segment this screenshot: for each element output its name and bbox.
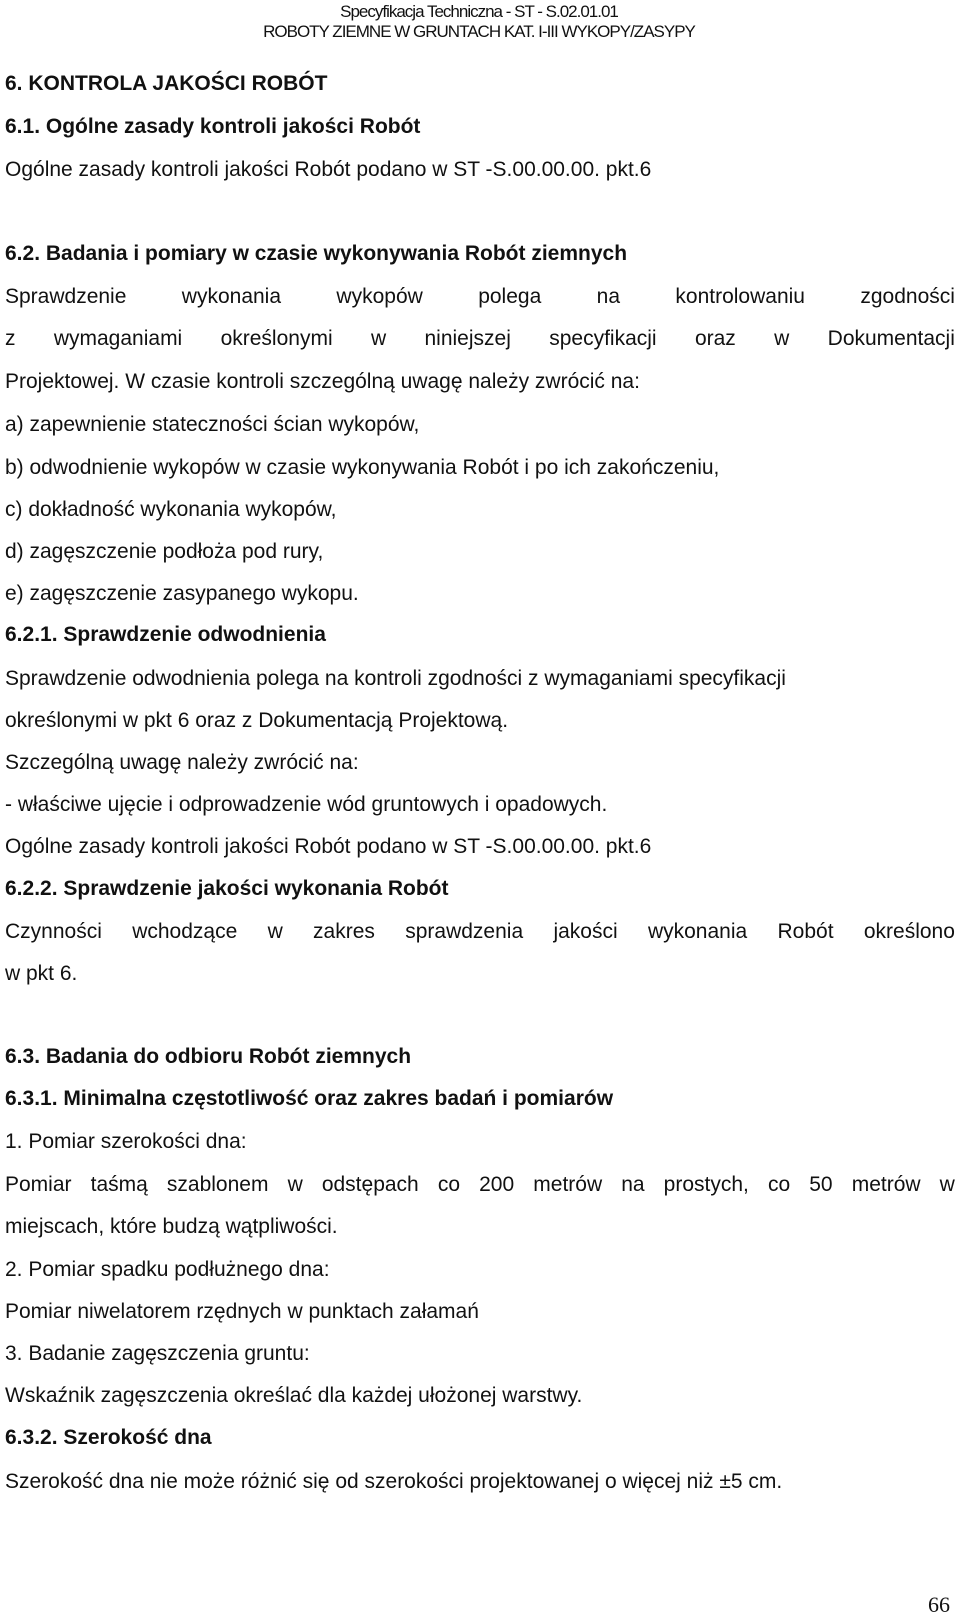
- word: Czynności: [5, 920, 102, 943]
- word: jakości: [553, 920, 618, 943]
- paragraph-6-2-1-line5: Ogólne zasady kontroli jakości Robót podano w ST -S.00.00.00. pkt.6: [5, 835, 652, 858]
- word: polega: [478, 285, 542, 308]
- heading-6-3-2: 6.3.2. Szerokość dna: [5, 1426, 212, 1449]
- word: co: [767, 1173, 791, 1196]
- header-spec-title: Specyfikacja Techniczna - ST - S.02.01.01: [340, 2, 618, 21]
- word: wymaganiami: [53, 327, 183, 350]
- list-item-e: e) zagęszczenie zasypanego wykopu.: [5, 582, 359, 605]
- heading-6-2-2: 6.2.2. Sprawdzenie jakości wykonania Robót: [5, 877, 449, 900]
- word: wykopów: [336, 285, 423, 308]
- word: z: [5, 327, 16, 350]
- word: na: [596, 285, 620, 308]
- measure-3-line1: Wskaźnik zagęszczenia określać dla każdej ułożonej warstwy.: [5, 1384, 583, 1407]
- measure-3-title: 3. Badanie zagęszczenia gruntu:: [5, 1342, 310, 1365]
- word: Dokumentacji: [827, 327, 955, 350]
- word: zgodności: [860, 285, 955, 308]
- page-number: 66: [928, 1592, 950, 1617]
- paragraph-6-2-1-line4: - właściwe ujęcie i odprowadzenie wód gruntowych i opadowych.: [5, 793, 608, 816]
- list-item-b: b) odwodnienie wykopów w czasie wykonywania Robót i po ich zakończeniu,: [5, 456, 720, 479]
- word: 50: [809, 1173, 833, 1196]
- measure-1-title: 1. Pomiar szerokości dna:: [5, 1130, 247, 1153]
- word: co: [437, 1173, 461, 1196]
- word: Sprawdzenie: [5, 285, 127, 308]
- word: taśmą: [90, 1173, 148, 1196]
- list-item-d: d) zagęszczenie podłoża pod rury,: [5, 540, 324, 563]
- word: oraz: [694, 327, 736, 350]
- paragraph-6-2-2-line1: [5, 920, 955, 944]
- heading-6: 6. KONTROLA JAKOŚCI ROBÓT: [5, 72, 328, 95]
- word: zakres: [313, 920, 375, 943]
- paragraph-6-2-1-line2: określonymi w pkt 6 oraz z Dokumentacją Projektową.: [5, 709, 509, 732]
- word: w: [774, 327, 790, 350]
- header-subtitle: ROBOTY ZIEMNE W GRUNTACH KAT. I-III WYKOPY/ZASYPY: [263, 22, 695, 41]
- paragraph-6-3-2: Szerokość dna nie może różnić się od szerokości projektowanej o więcej niż ±5 cm.: [5, 1470, 783, 1493]
- heading-6-3-1: 6.3.1. Minimalna częstotliwość oraz zakres badań i pomiarów: [5, 1087, 614, 1110]
- list-item-a: a) zapewnienie stateczności ścian wykopów,: [5, 413, 420, 436]
- word: w: [939, 1173, 955, 1196]
- heading-6-3: 6.3. Badania do odbioru Robót ziemnych: [5, 1045, 412, 1068]
- word: na: [621, 1173, 645, 1196]
- word: w: [287, 1173, 303, 1196]
- measure-1-line1: [5, 1173, 955, 1197]
- paragraph-6-2-1-line3: Szczególną uwagę należy zwrócić na:: [5, 751, 359, 774]
- paragraph-6-2-line1: [5, 285, 955, 309]
- word: w: [370, 327, 387, 350]
- word: wykonania: [647, 920, 748, 943]
- measure-2-title: 2. Pomiar spadku podłużnego dna:: [5, 1258, 330, 1281]
- word: określono: [863, 920, 955, 943]
- paragraph-6-2-2-line2: w pkt 6.: [5, 962, 78, 985]
- word: sprawdzenia: [405, 920, 524, 943]
- word: Robót: [777, 920, 834, 943]
- paragraph-6-2-1-line1: Sprawdzenie odwodnienia polega na kontroli zgodności z wymaganiami specyfikacji: [5, 667, 786, 690]
- word: metrów: [851, 1173, 921, 1196]
- word: metrów: [533, 1173, 603, 1196]
- list-item-c: c) dokładność wykonania wykopów,: [5, 498, 337, 521]
- word: 200: [479, 1173, 515, 1196]
- word: szablonem: [166, 1173, 269, 1196]
- word: wchodzące: [132, 920, 238, 943]
- word: odstępach: [321, 1173, 419, 1196]
- word: kontrolowaniu: [675, 285, 805, 308]
- word: Pomiar: [5, 1173, 72, 1196]
- paragraph-6-2-line3: Projektowej. W czasie kontroli szczególną uwagę należy zwrócić na:: [5, 370, 640, 393]
- word: specyfikacji: [549, 327, 657, 350]
- heading-6-1: 6.1. Ogólne zasady kontroli jakości Robót: [5, 115, 421, 138]
- heading-6-2-1: 6.2.1. Sprawdzenie odwodnienia: [5, 623, 326, 646]
- heading-6-2: 6.2. Badania i pomiary w czasie wykonywania Robót ziemnych: [5, 242, 628, 265]
- word: wykonania: [181, 285, 282, 308]
- word: w: [267, 920, 283, 943]
- measure-2-line1: Pomiar niwelatorem rzędnych w punktach załamań: [5, 1300, 479, 1323]
- paragraph-6-2-line2: [5, 327, 955, 351]
- word: niniejszej: [424, 327, 511, 350]
- word: określonymi: [220, 327, 333, 350]
- measure-1-line2: miejscach, które budzą wątpliwości.: [5, 1215, 338, 1238]
- paragraph-6-1: Ogólne zasady kontroli jakości Robót podano w ST -S.00.00.00. pkt.6: [5, 158, 652, 181]
- word: prostych,: [663, 1173, 749, 1196]
